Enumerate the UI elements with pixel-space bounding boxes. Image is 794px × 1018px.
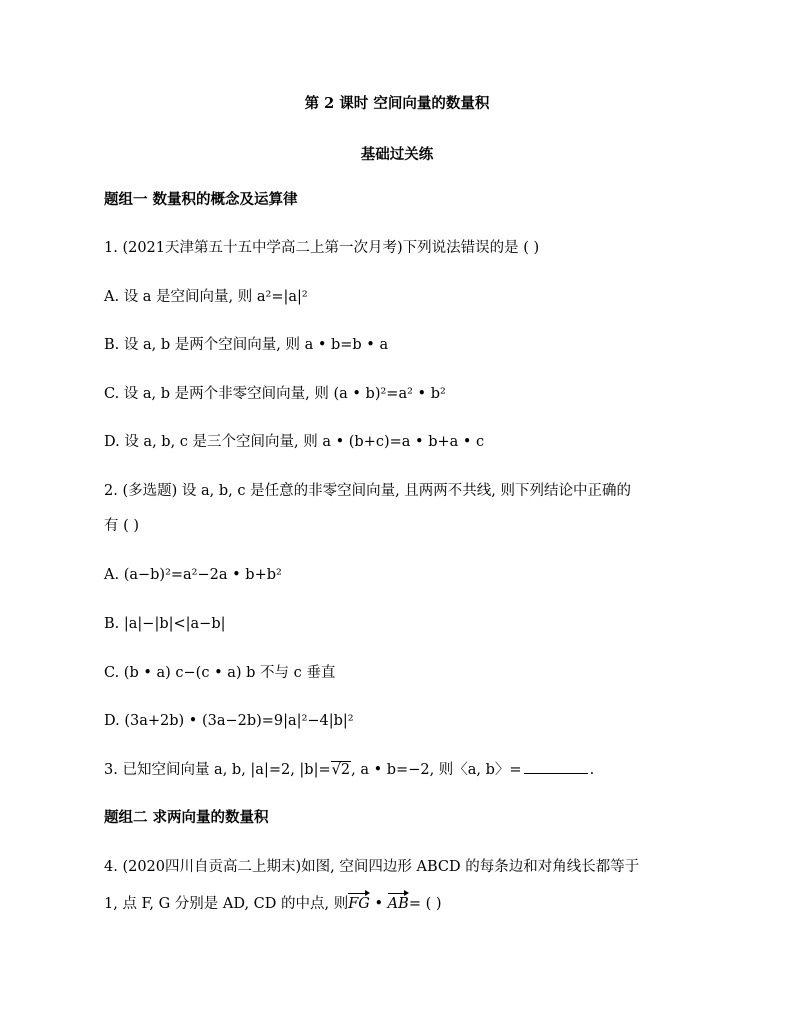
question-1-stem: 1. (2021天津第五十五中学高二上第一次月考)下列说法错误的是 ( ) [104, 240, 540, 256]
question-2-option-d: D. (3a+2b) • (3a−2b)=9|a|²−4|b|² [104, 713, 354, 729]
question-2-option-a: A. (a−b)²=a²−2a • b+b² [104, 567, 282, 583]
group-heading-1: 题组一 数量积的概念及运算律 [104, 191, 298, 208]
sqrt-radicand: 2 [340, 762, 351, 778]
lesson-title: 第 2 课时 空间向量的数量积 [304, 95, 490, 112]
answer-blank[interactable] [524, 759, 588, 774]
question-2-option-c: C. (b • a) c−(c • a) b 不与 c 垂直 [104, 665, 336, 681]
question-4-line-1: 4. (2020四川自贡高二上期末)如图, 空间四边形 ABCD 的每条边和对角线长都等于 [104, 859, 640, 875]
question-3 [104, 759, 594, 780]
question-3-suffix: . [589, 762, 595, 778]
sqrt-symbol: √2 [331, 762, 351, 778]
vector-fg: FG [348, 892, 370, 914]
dot-operator: • [369, 896, 388, 912]
question-1-option-b: B. 设 a, b 是两个空间向量, 则 a • b=b • a [104, 337, 389, 353]
question-1-option-c: C. 设 a, b 是两个非零空间向量, 则 (a • b)²=a² • b² [104, 386, 446, 402]
question-3-middle: , a • b=−2, 则〈a, b〉= [351, 762, 522, 778]
question-2-stem-line-1: 2. (多选题) 设 a, b, c 是任意的非零空间向量, 且两两不共线, 则下列结论中正确的 [104, 483, 632, 499]
group-heading-2: 题组二 求两向量的数量积 [104, 809, 269, 826]
question-4-line-2-suffix: = ( ) [408, 896, 442, 912]
question-1-option-d: D. 设 a, b, c 是三个空间向量, 则 a • (b+c)=a • b+a • c [104, 434, 485, 450]
vector-ab: AB [388, 892, 409, 914]
section-subtitle: 基础过关练 [360, 146, 434, 163]
question-2-option-b: B. |a|−|b|<|a−b| [104, 616, 226, 632]
question-4-line-2-prefix: 1, 点 F, G 分别是 AD, CD 的中点, 则 [104, 896, 349, 912]
question-4-line-2 [104, 892, 442, 914]
question-2-stem-line-2: 有 ( ) [104, 518, 140, 534]
question-1-option-a: A. 设 a 是空间向量, 则 a²=|a|² [104, 289, 308, 305]
question-3-prefix: 3. 已知空间向量 a, b, |a|=2, |b|= [104, 762, 331, 778]
